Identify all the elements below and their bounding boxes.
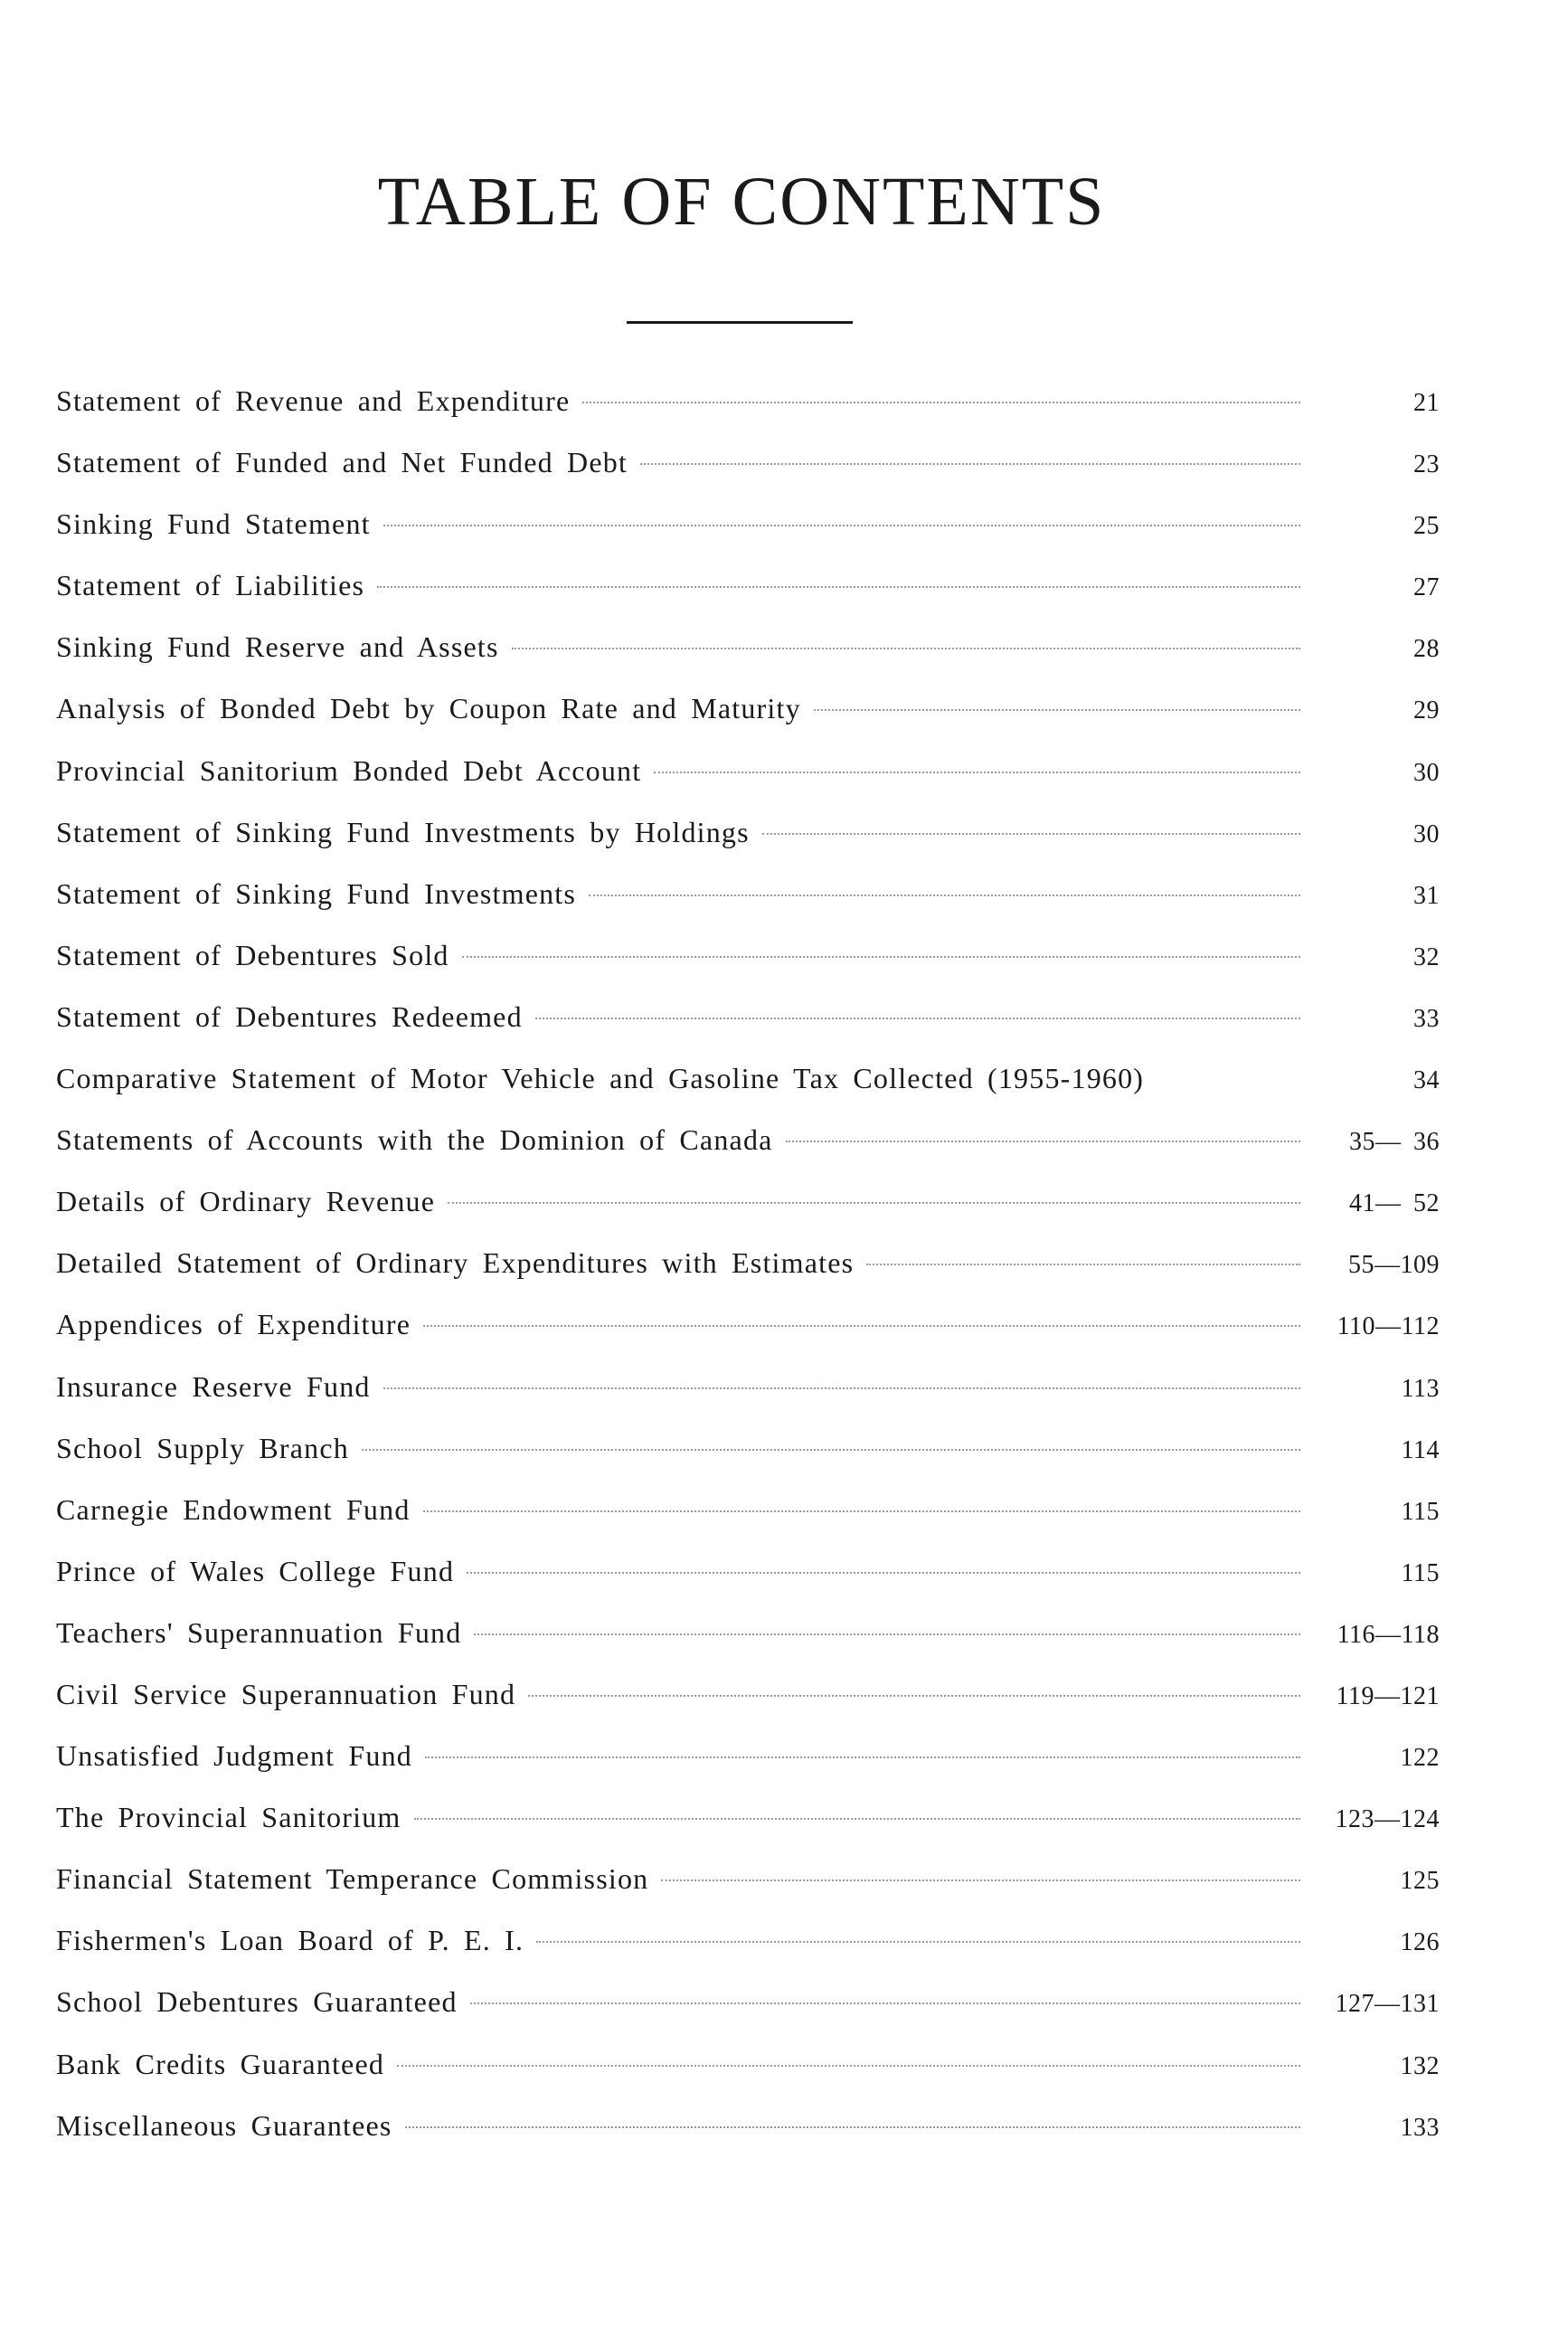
toc-entry	[56, 2048, 1440, 2109]
dot-leader	[448, 1202, 1300, 1204]
toc-entry-label: Bank Credits Guaranteed	[56, 2047, 385, 2080]
dot-leader	[762, 833, 1300, 835]
toc-entry-label: Civil Service Superannuation Fund	[56, 1677, 516, 1710]
dot-leader	[414, 1818, 1301, 1820]
toc-entry-label: Sinking Fund Reserve and Assets	[56, 630, 499, 664]
toc-entry	[56, 754, 1440, 816]
toc-entry-label: Statement of Liabilities	[56, 569, 365, 602]
page-title: TABLE OF CONTENTS	[377, 164, 1106, 240]
toc-entry-label: Miscellaneous Guarantees	[56, 2108, 392, 2142]
dot-leader	[383, 525, 1300, 526]
toc-entry	[56, 1739, 1440, 1801]
toc-entry-label: Statement of Sinking Fund Investments by Holdings	[56, 815, 750, 848]
toc-entry	[56, 1123, 1440, 1185]
toc-entry-page-number: 132	[1400, 2051, 1440, 2080]
toc-entry	[56, 1493, 1440, 1555]
toc-entry-page-number: 113	[1401, 1374, 1440, 1403]
toc-entry-label: Analysis of Bonded Debt by Coupon Rate and Maturity	[56, 692, 801, 725]
toc-entry-label: The Provincial Sanitorium	[56, 1801, 401, 1834]
dot-leader	[425, 1756, 1300, 1758]
toc-entry-page-number: 126	[1400, 1928, 1440, 1957]
toc-entry	[56, 816, 1440, 877]
toc-entry-label: Financial Statement Temperance Commission	[56, 1862, 649, 1896]
dot-leader	[814, 709, 1300, 711]
toc-entry-page-number: 123—124	[1335, 1805, 1440, 1834]
toc-entry-page-number: 115	[1401, 1497, 1440, 1526]
toc-entry-page-number: 27	[1413, 573, 1440, 602]
toc-entry-page-number: 125	[1400, 1867, 1440, 1896]
toc-entry-page-number: 110—112	[1337, 1312, 1440, 1341]
dot-leader	[535, 1018, 1300, 1019]
table-of-contents-list	[56, 384, 1440, 2171]
toc-entry-label: Statement of Sinking Fund Investments	[56, 876, 577, 910]
dot-leader	[582, 402, 1300, 403]
dot-leader	[377, 586, 1300, 588]
dot-leader	[467, 1572, 1300, 1574]
toc-entry-label: Fishermen's Loan Board of P. E. I.	[56, 1924, 524, 1957]
toc-entry-page-number: 30	[1413, 758, 1440, 787]
toc-entry	[56, 507, 1440, 569]
toc-entry-label: Statement of Debentures Redeemed	[56, 999, 523, 1033]
toc-entry-page-number: 33	[1413, 1004, 1440, 1033]
dot-leader	[661, 1879, 1300, 1881]
toc-entry-label: Statements of Accounts with the Dominion of Canada	[56, 1123, 773, 1157]
toc-entry-page-number: 28	[1413, 635, 1440, 664]
toc-entry-page-number: 119—121	[1336, 1681, 1440, 1710]
dot-leader	[866, 1264, 1300, 1265]
toc-entry-page-number: 34	[1413, 1066, 1440, 1095]
dot-leader	[423, 1510, 1300, 1512]
toc-entry	[56, 446, 1440, 507]
toc-entry-label: Details of Ordinary Revenue	[56, 1185, 436, 1218]
toc-entry	[56, 1308, 1440, 1369]
toc-entry-label: Unsatisfied Judgment Fund	[56, 1739, 412, 1773]
toc-entry-page-number: 115	[1401, 1558, 1440, 1587]
toc-entry	[56, 1801, 1440, 1862]
toc-entry	[56, 877, 1440, 939]
toc-entry-page-number: 35— 36	[1349, 1128, 1440, 1157]
toc-entry-label: School Debentures Guaranteed	[56, 1985, 458, 2019]
toc-entry-page-number: 30	[1413, 819, 1440, 848]
title-divider	[627, 321, 853, 324]
toc-entry-label: Statement of Debentures Sold	[56, 938, 449, 971]
dot-leader	[654, 772, 1300, 773]
toc-entry-label: Prince of Wales College Fund	[56, 1554, 455, 1587]
toc-entry-label: Carnegie Endowment Fund	[56, 1492, 411, 1526]
toc-entry	[56, 939, 1440, 1000]
toc-entry	[56, 569, 1440, 630]
toc-entry	[56, 1246, 1440, 1308]
toc-entry-page-number: 122	[1400, 1744, 1440, 1773]
dot-leader	[640, 463, 1300, 465]
toc-entry	[56, 1432, 1440, 1493]
dot-leader	[589, 895, 1300, 896]
toc-entry-label: Detailed Statement of Ordinary Expenditures with Estimates	[56, 1246, 855, 1280]
toc-entry-page-number: 29	[1413, 696, 1440, 725]
toc-entry	[56, 692, 1440, 753]
dot-leader	[470, 2002, 1300, 2004]
toc-entry-page-number: 127—131	[1335, 1990, 1440, 2019]
toc-entry-label: Provincial Sanitorium Bonded Debt Account	[56, 753, 642, 787]
dot-leader	[462, 956, 1300, 958]
toc-entry-page-number: 41— 52	[1349, 1189, 1440, 1218]
dot-leader	[512, 648, 1300, 649]
dot-leader	[397, 2065, 1300, 2067]
toc-entry-page-number: 31	[1413, 881, 1440, 910]
toc-entry	[56, 1000, 1440, 1062]
toc-entry-label: Comparative Statement of Motor Vehicle and Gasoline Tax Collected (1955-1960)	[56, 1062, 1145, 1095]
dot-leader	[528, 1695, 1300, 1697]
toc-entry-page-number: 116—118	[1337, 1620, 1440, 1649]
toc-entry-page-number: 114	[1401, 1435, 1440, 1464]
toc-entry-label: School Supply Branch	[56, 1431, 349, 1464]
dot-leader	[1157, 1079, 1300, 1081]
toc-entry-label: Insurance Reserve Fund	[56, 1369, 371, 1403]
dot-leader	[405, 2126, 1300, 2128]
toc-entry-page-number: 21	[1413, 389, 1440, 417]
toc-entry	[56, 2109, 1440, 2171]
toc-entry-label: Appendices of Expenditure	[56, 1308, 411, 1341]
dot-leader	[362, 1449, 1300, 1451]
toc-entry-label: Sinking Fund Statement	[56, 507, 371, 541]
dot-leader	[423, 1325, 1300, 1327]
toc-entry-label: Statement of Revenue and Expenditure	[56, 384, 571, 417]
toc-entry	[56, 1555, 1440, 1616]
toc-entry	[56, 384, 1440, 446]
toc-entry	[56, 630, 1440, 692]
toc-entry	[56, 1185, 1440, 1246]
toc-entry	[56, 1862, 1440, 1924]
dot-leader	[536, 1941, 1300, 1943]
toc-entry	[56, 1062, 1440, 1123]
dot-leader	[474, 1633, 1300, 1635]
toc-entry-page-number: 23	[1413, 450, 1440, 479]
toc-entry-label: Teachers' Superannuation Fund	[56, 1615, 462, 1649]
dot-leader	[383, 1387, 1300, 1389]
toc-entry	[56, 1370, 1440, 1432]
toc-entry-page-number: 32	[1413, 942, 1440, 971]
toc-entry	[56, 1985, 1440, 2047]
toc-entry-page-number: 55—109	[1348, 1251, 1440, 1280]
toc-entry	[56, 1924, 1440, 1985]
toc-entry	[56, 1678, 1440, 1739]
toc-entry-page-number: 25	[1413, 512, 1440, 541]
dot-leader	[786, 1141, 1300, 1142]
toc-entry-page-number: 133	[1400, 2113, 1440, 2142]
toc-entry-label: Statement of Funded and Net Funded Debt	[56, 446, 628, 479]
toc-entry	[56, 1616, 1440, 1678]
